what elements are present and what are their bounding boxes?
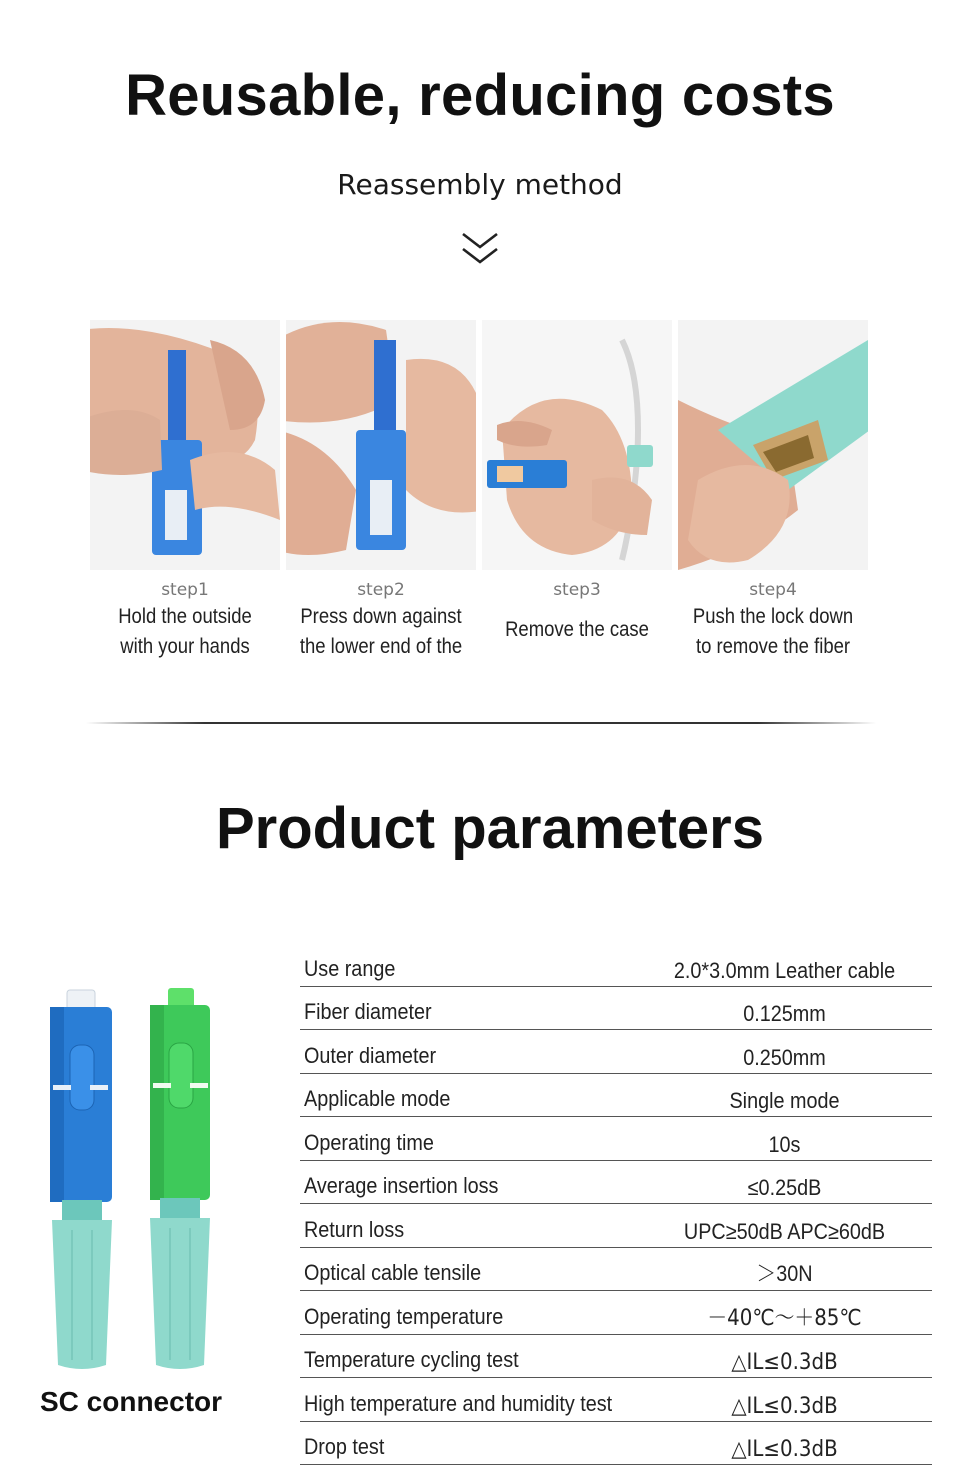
param-name: Operating temperature [304,1304,503,1330]
reassembly-steps [90,320,870,680]
table-row [300,987,932,1031]
param-name: High temperature and humidity test [304,1391,612,1417]
section-divider [86,722,876,724]
param-name: Applicable mode [304,1086,450,1112]
param-value: △IL≤0.3dB [600,1394,960,1419]
param-value: ＞30N [600,1257,960,1288]
step-card-1 [90,320,280,662]
param-name: Temperature cycling test [304,1347,519,1373]
table-row [300,1378,932,1422]
param-name: Average insertion loss [304,1173,498,1199]
step-description-line: the lower end of the [297,632,464,662]
param-value: 0.250mm [600,1045,960,1071]
section-subtitle: Reassembly method [0,168,960,201]
connector-caption: SC connector [40,1386,230,1418]
step-card-2 [286,320,476,662]
table-row [300,1117,932,1161]
table-row [300,1335,932,1379]
param-name: Return loss [304,1217,404,1243]
step-description-line: Hold the outside [101,602,268,632]
step-card-4 [678,320,868,662]
sc-connector-image [40,985,240,1375]
table-row [300,1030,932,1074]
param-name: Optical cable tensile [304,1260,481,1286]
step-description [689,602,856,662]
step-label: step3 [482,580,672,602]
table-row [300,1291,932,1335]
param-value: △IL≤0.3dB [600,1350,960,1375]
step-description [297,602,464,662]
table-row [300,943,932,987]
step-description-line: Remove the case [493,615,660,645]
step-description-line: Press down against [297,602,464,632]
step-description-line: with your hands [101,632,268,662]
param-name: Use range [304,956,395,982]
section-title: Product parameters [0,795,960,862]
table-row [300,1204,932,1248]
param-value: 2.0*3.0mm Leather cable [600,958,960,984]
param-value: ≤0.25dB [600,1175,960,1201]
step1-photo [90,320,280,570]
step-label: step1 [90,580,280,602]
param-value: Single mode [600,1088,960,1114]
table-row [300,1422,932,1465]
step-label: step4 [678,580,868,602]
param-name: Outer diameter [304,1043,436,1069]
param-name: Fiber diameter [304,999,432,1025]
param-name: Drop test [304,1434,384,1460]
parameters-table [300,943,932,1465]
step-description [101,602,268,662]
param-name: Operating time [304,1130,434,1156]
param-value: △IL≤0.3dB [600,1437,960,1462]
param-value: －40℃～＋85℃ [600,1301,960,1332]
table-row [300,1074,932,1118]
step-label: step2 [286,580,476,602]
step-card-3 [482,320,672,645]
step4-photo [678,320,868,570]
table-row [300,1161,932,1205]
step3-photo [482,320,672,570]
double-chevron-down-icon [460,228,500,268]
step-description [493,602,660,645]
step2-photo [286,320,476,570]
table-row [300,1248,932,1292]
page-title: Reusable, reducing costs [0,62,960,129]
param-value: UPC≥50dB APC≥60dB [600,1219,960,1245]
param-value: 0.125mm [600,1001,960,1027]
step-description-line: Push the lock down [689,602,856,632]
step-description-line: to remove the fiber [689,632,856,662]
param-value: 10s [600,1132,960,1158]
